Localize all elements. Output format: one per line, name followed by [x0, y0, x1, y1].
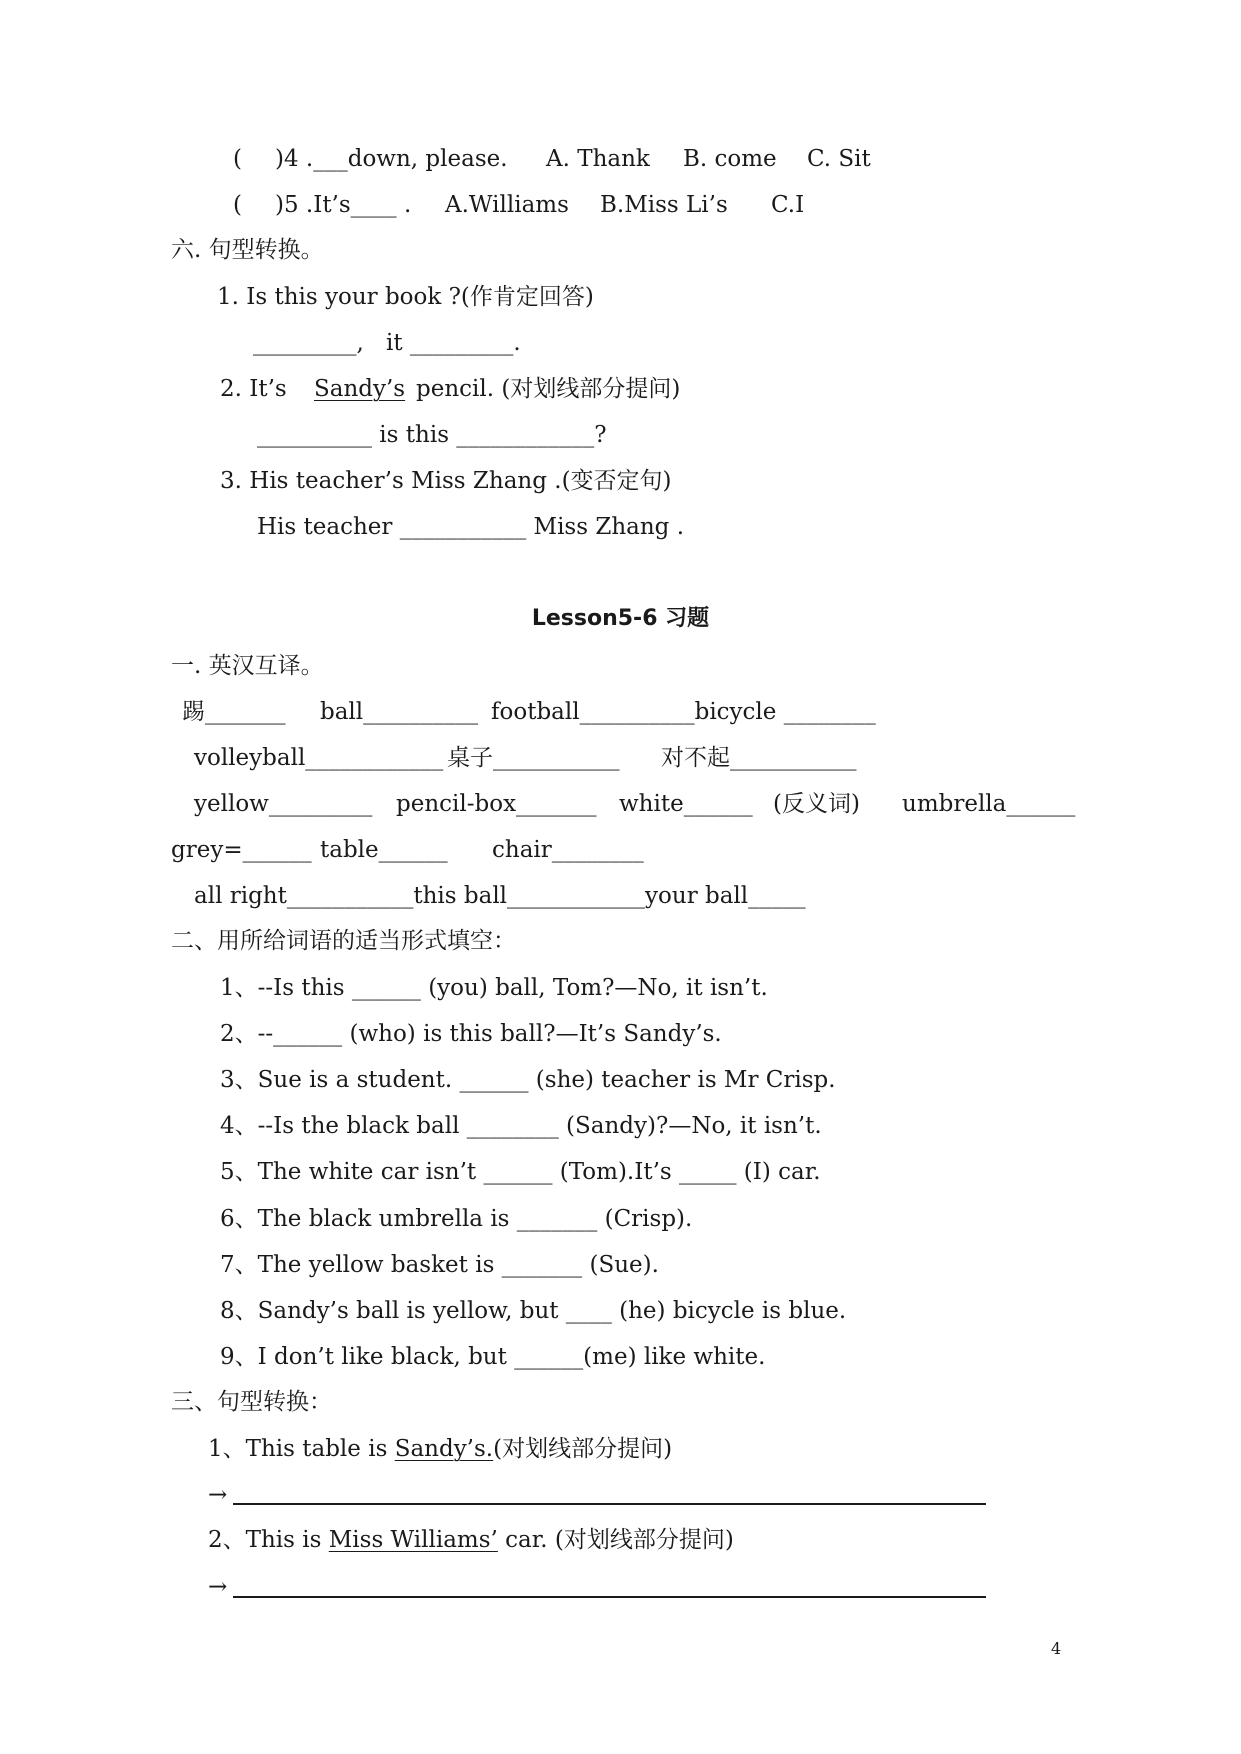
section-heading-text: 一. 英汉互译。	[171, 653, 324, 679]
question-text: 3. His teacher’s Miss Zhang .(变否定句)	[220, 468, 672, 494]
fill-text: 9、I don’t like black, but ______(me) like white.	[220, 1344, 766, 1370]
part3-heading	[0, 1387, 1241, 1417]
transform-question-3	[0, 466, 1241, 496]
answer-line	[233, 1596, 986, 1598]
answer-line	[233, 1503, 986, 1505]
vocab-item: volleyball____________	[194, 745, 444, 771]
rewrite-question-1	[0, 1434, 1241, 1464]
vocab-item: pencil-box_______	[396, 791, 597, 817]
vocab-item: all right___________this ball____________your ball_____	[194, 883, 806, 909]
question-stem: )5 .It’s____ .	[275, 192, 412, 218]
section-heading-text: 二、用所给词语的适当形式填空：	[171, 928, 516, 954]
part2-heading	[0, 926, 1241, 956]
vocab-note: (反义词)	[773, 791, 860, 817]
answer-paren: (	[233, 146, 242, 172]
answer-blank: His teacher ___________ Miss Zhang .	[257, 514, 685, 540]
answer-blank: _________,	[253, 330, 364, 356]
option-a: A.Williams	[445, 192, 569, 218]
fill-item-2	[0, 1019, 1241, 1049]
rewrite-question-2	[0, 1525, 1241, 1555]
question-rest: pencil. (对划线部分提问)	[416, 376, 681, 402]
question-rest: car. (对划线部分提问)	[497, 1527, 734, 1553]
vocab-item: grey=______	[171, 837, 312, 863]
fill-text: 8、Sandy’s ball is yellow, but ____ (he) bicycle is blue.	[220, 1298, 847, 1324]
underlined-part: Miss Williams’	[328, 1527, 498, 1553]
vocab-item: umbrella______	[902, 791, 1076, 817]
fill-item-6	[0, 1204, 1241, 1234]
question-sentence	[208, 1434, 672, 1464]
vocab-row-5	[0, 881, 1241, 911]
fill-text: 7、The yellow basket is _______ (Sue).	[220, 1252, 659, 1278]
arrow-icon: →	[208, 1574, 228, 1600]
option-c: C.I	[771, 192, 805, 218]
fill-item-4	[0, 1111, 1241, 1141]
question-rest: (对划线部分提问)	[493, 1436, 673, 1462]
transform-question-1	[0, 282, 1241, 312]
page-number-text: 4	[1051, 1639, 1062, 1658]
vocab-item: 对不起___________	[661, 745, 857, 771]
section-heading-6	[0, 235, 1241, 265]
vocab-row-2	[0, 743, 1241, 773]
option-b: B.Miss Li’s	[600, 192, 728, 218]
rewrite-answer-1	[0, 1480, 1241, 1510]
transform-answer-3	[0, 512, 1241, 542]
transform-question-2	[0, 374, 1241, 404]
fill-item-7	[0, 1250, 1241, 1280]
question-stem: )4 .___down, please.	[275, 146, 508, 172]
fill-text: 3、Sue is a student. ______ (she) teacher is Mr Crisp.	[220, 1067, 836, 1093]
option-b: B. come	[683, 146, 777, 172]
underlined-part: Sandy’s.	[394, 1436, 494, 1462]
vocab-row-3	[0, 789, 1241, 819]
vocab-item: chair________	[492, 837, 644, 863]
question-lead: 2. It’s	[220, 376, 287, 402]
question-lead: 2、This is	[208, 1527, 329, 1553]
question-sentence	[208, 1525, 734, 1555]
part1-heading	[0, 651, 1241, 681]
option-c: C. Sit	[807, 146, 871, 172]
fill-text: 4、--Is the black ball ________ (Sandy)?—No, it isn’t.	[220, 1113, 822, 1139]
arrow-icon: →	[208, 1482, 228, 1508]
fill-item-1	[0, 973, 1241, 1003]
vocab-item: yellow_________	[194, 791, 373, 817]
fill-text: 5、The white car isn’t ______ (Tom).It’s _____ (I) car.	[220, 1159, 821, 1185]
choice-item-4	[0, 144, 1241, 174]
transform-answer-2	[0, 420, 1241, 450]
fill-item-8	[0, 1296, 1241, 1326]
answer-paren: (	[233, 192, 242, 218]
transform-answer-1	[0, 328, 1241, 358]
vocab-item: ball__________	[320, 699, 479, 725]
fill-text: 2、--______ (who) is this ball?—It’s Sandy’s.	[220, 1021, 722, 1047]
fill-item-9	[0, 1342, 1241, 1372]
vocab-item: white______	[619, 791, 753, 817]
question-text: 1. Is this your book ?(作肯定回答)	[217, 284, 594, 310]
fill-item-3	[0, 1065, 1241, 1095]
fill-text: 1、--Is this ______ (you) ball, Tom?—No, it isn’t.	[220, 975, 768, 1001]
fill-item-5	[0, 1157, 1241, 1187]
choice-item-5	[0, 190, 1241, 220]
vocab-item: table______	[320, 837, 448, 863]
section-heading-text: 三、句型转换：	[171, 1389, 332, 1415]
vocab-row-4	[0, 835, 1241, 865]
section-heading-text: 六. 句型转换。	[171, 237, 324, 263]
answer-blank: it _________.	[386, 330, 521, 356]
option-a: A. Thank	[546, 146, 650, 172]
lesson-title: Lesson5-6 习题	[531, 606, 710, 631]
vocab-item: 踢_______	[182, 699, 286, 725]
fill-text: 6、The black umbrella is _______ (Crisp).	[220, 1206, 693, 1232]
question-lead: 1、This table is	[208, 1436, 395, 1462]
underlined-part: Sandy’s	[314, 376, 406, 402]
vocab-item: football__________bicycle ________	[491, 699, 876, 725]
page-number	[0, 1638, 1241, 1660]
vocab-row-1	[0, 697, 1241, 727]
vocab-item: 桌子___________	[447, 745, 620, 771]
answer-blank: __________ is this ____________?	[257, 422, 607, 448]
